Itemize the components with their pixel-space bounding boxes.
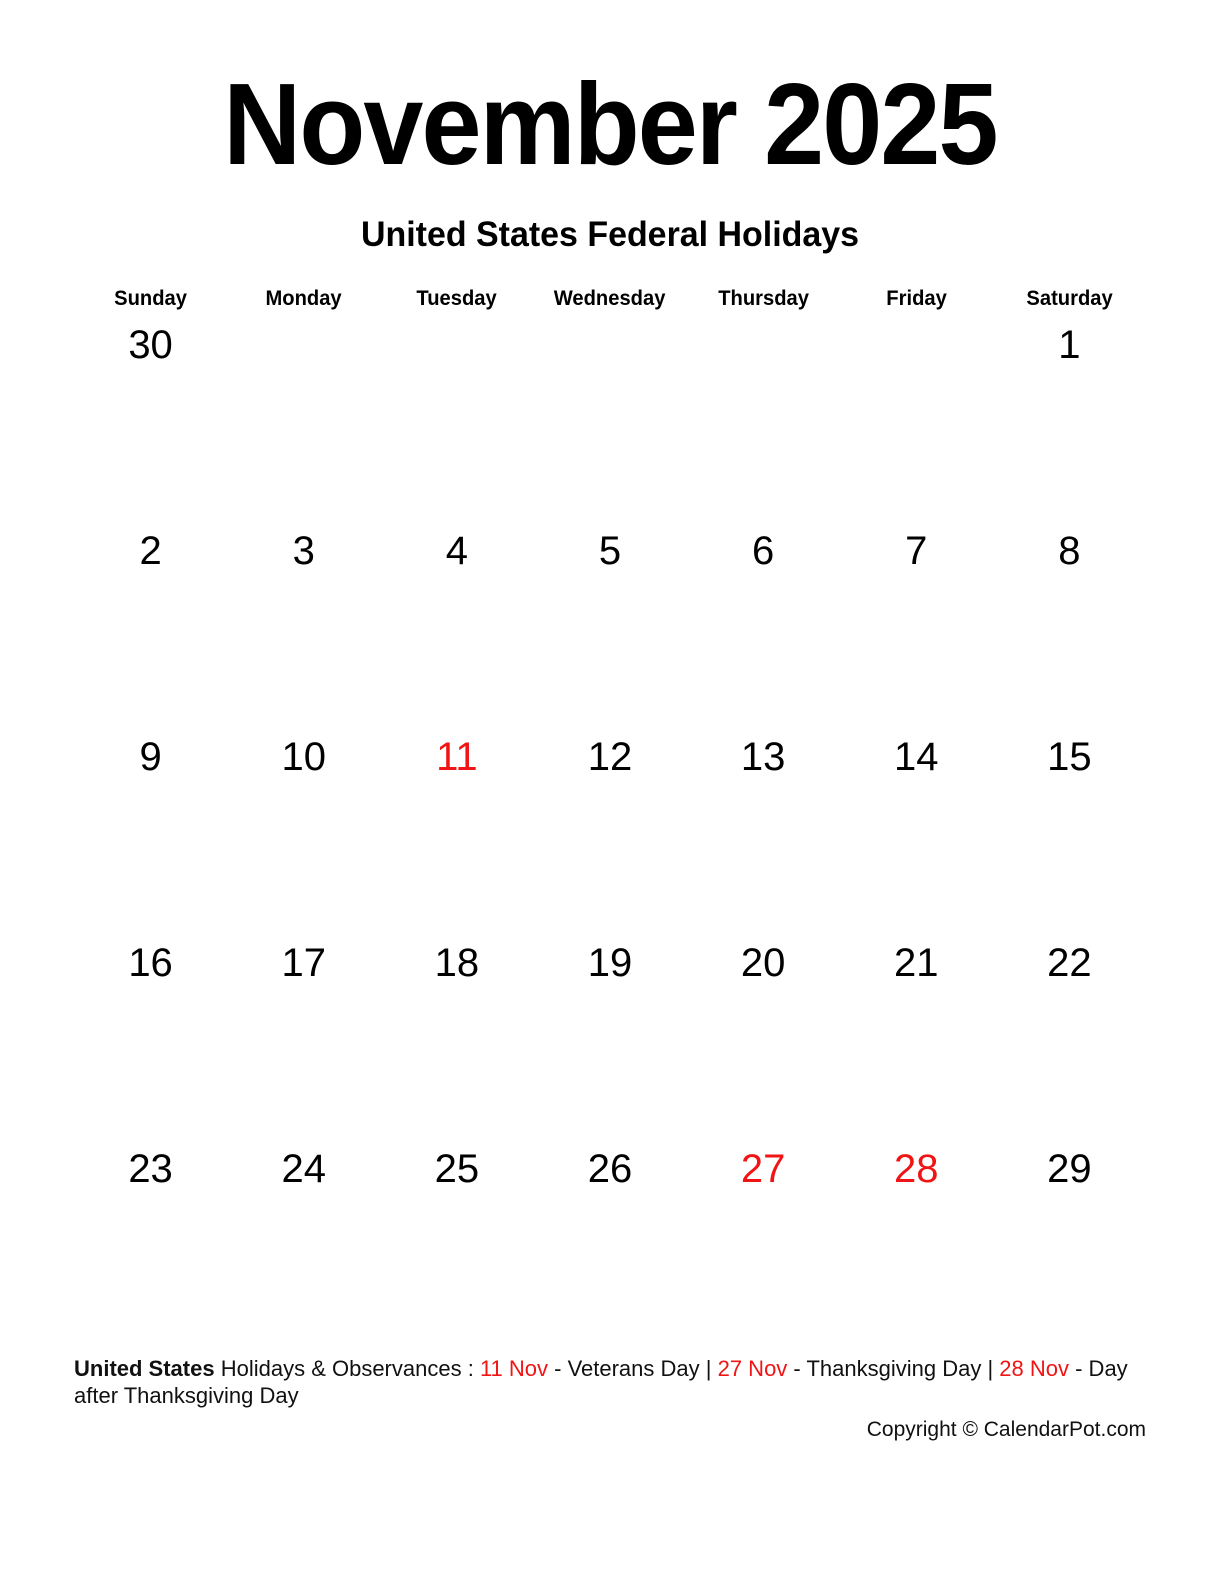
calendar-day-cell [687, 729, 840, 935]
weekday-header-sunday: Sunday [114, 287, 187, 310]
week-row [74, 729, 1146, 935]
legend-segment: United States [74, 1356, 215, 1381]
calendar-grid [74, 288, 1146, 1347]
weekday-header-saturday: Saturday [1026, 287, 1113, 310]
calendar-day-cell [687, 317, 840, 523]
day-number: 8 [1058, 529, 1081, 573]
day-number: 6 [752, 529, 775, 573]
weekday-header-thursday: Thursday [717, 287, 809, 310]
calendar-day-cell [687, 523, 840, 729]
day-number: 14 [894, 735, 939, 779]
holiday-day-number: 11 [436, 735, 478, 779]
week-row [74, 523, 1146, 729]
calendar-day-cell [227, 935, 380, 1141]
calendar-day-cell [227, 1141, 380, 1347]
day-number: 25 [434, 1147, 480, 1191]
legend-segment: Holidays & Observances : [214, 1356, 480, 1381]
weekday-header-wednesday: Wednesday [554, 287, 666, 310]
day-number: 3 [292, 529, 315, 573]
day-number: 17 [281, 941, 326, 985]
day-number: 19 [587, 941, 633, 985]
calendar-day-cell [74, 935, 227, 1141]
calendar-day-cell [227, 523, 380, 729]
holiday-day-number: 27 [740, 1147, 786, 1191]
week-row [74, 1141, 1146, 1347]
week-row [74, 317, 1146, 523]
calendar-day-cell [533, 935, 686, 1141]
calendar-day-cell [74, 317, 227, 523]
calendar-day-cell [687, 1141, 840, 1347]
calendar-day-cell [380, 1141, 533, 1347]
day-number: 9 [139, 735, 162, 779]
calendar-day-cell [993, 1141, 1146, 1347]
day-number: 12 [587, 735, 633, 779]
calendar-day-cell [380, 935, 533, 1141]
calendar-day-cell [380, 317, 533, 523]
calendar-day-cell [533, 729, 686, 935]
page-subtitle: United States Federal Holidays [360, 215, 860, 254]
calendar-day-cell [993, 729, 1146, 935]
holiday-day-number: 28 [894, 1147, 939, 1191]
day-number: 18 [434, 941, 480, 985]
day-number: 20 [740, 941, 786, 985]
calendar-day-cell [380, 729, 533, 935]
calendar-day-cell [993, 317, 1146, 523]
calendar-day-cell [840, 935, 993, 1141]
page-title: November 2025 [223, 59, 997, 189]
calendar-day-cell [533, 1141, 686, 1347]
weekday-header-friday: Friday [886, 287, 947, 310]
legend-segment: - Day after Thanksgiving Day [74, 1356, 1128, 1408]
holiday-legend [74, 1355, 1149, 1409]
day-number: 2 [139, 529, 162, 573]
calendar-day-cell [227, 729, 380, 935]
calendar-day-cell [227, 317, 380, 523]
calendar-weeks [74, 317, 1146, 1347]
day-number: 29 [1047, 1147, 1092, 1191]
calendar-day-cell [840, 1141, 993, 1347]
legend-segment: - Thanksgiving Day | [787, 1356, 1000, 1381]
day-number: 10 [281, 735, 326, 779]
week-row [74, 935, 1146, 1141]
calendar-day-cell [533, 317, 686, 523]
copyright-text: Copyright © CalendarPot.com [866, 1418, 1146, 1441]
calendar-day-cell [74, 1141, 227, 1347]
legend-segment: 28 Nov [999, 1356, 1069, 1381]
day-number: 5 [598, 529, 622, 573]
day-number: 16 [128, 941, 173, 985]
day-number: 15 [1047, 735, 1092, 779]
calendar-day-cell [993, 523, 1146, 729]
calendar-day-cell [840, 317, 993, 523]
day-number: 30 [128, 323, 173, 367]
day-number: 4 [445, 529, 468, 573]
day-number: 21 [894, 941, 939, 985]
day-number: 1 [1058, 323, 1081, 367]
weekday-header-tuesday: Tuesday [416, 287, 497, 310]
weekday-header-row [74, 288, 1146, 309]
weekday-header-monday: Monday [265, 287, 342, 310]
calendar-day-cell [380, 523, 533, 729]
calendar-day-cell [74, 729, 227, 935]
legend-segment: - Veterans Day | [548, 1356, 718, 1381]
legend-segment: 11 Nov [479, 1356, 549, 1381]
legend-segment: 27 Nov [717, 1356, 788, 1381]
calendar-day-cell [533, 523, 686, 729]
calendar-day-cell [74, 523, 227, 729]
day-number: 13 [740, 735, 786, 779]
day-number: 23 [128, 1147, 173, 1191]
calendar-day-cell [840, 523, 993, 729]
day-number: 7 [905, 529, 928, 573]
day-number: 26 [587, 1147, 633, 1191]
calendar-day-cell [993, 935, 1146, 1141]
day-number: 22 [1047, 941, 1092, 985]
calendar-day-cell [687, 935, 840, 1141]
calendar-day-cell [840, 729, 993, 935]
day-number: 24 [281, 1147, 326, 1191]
